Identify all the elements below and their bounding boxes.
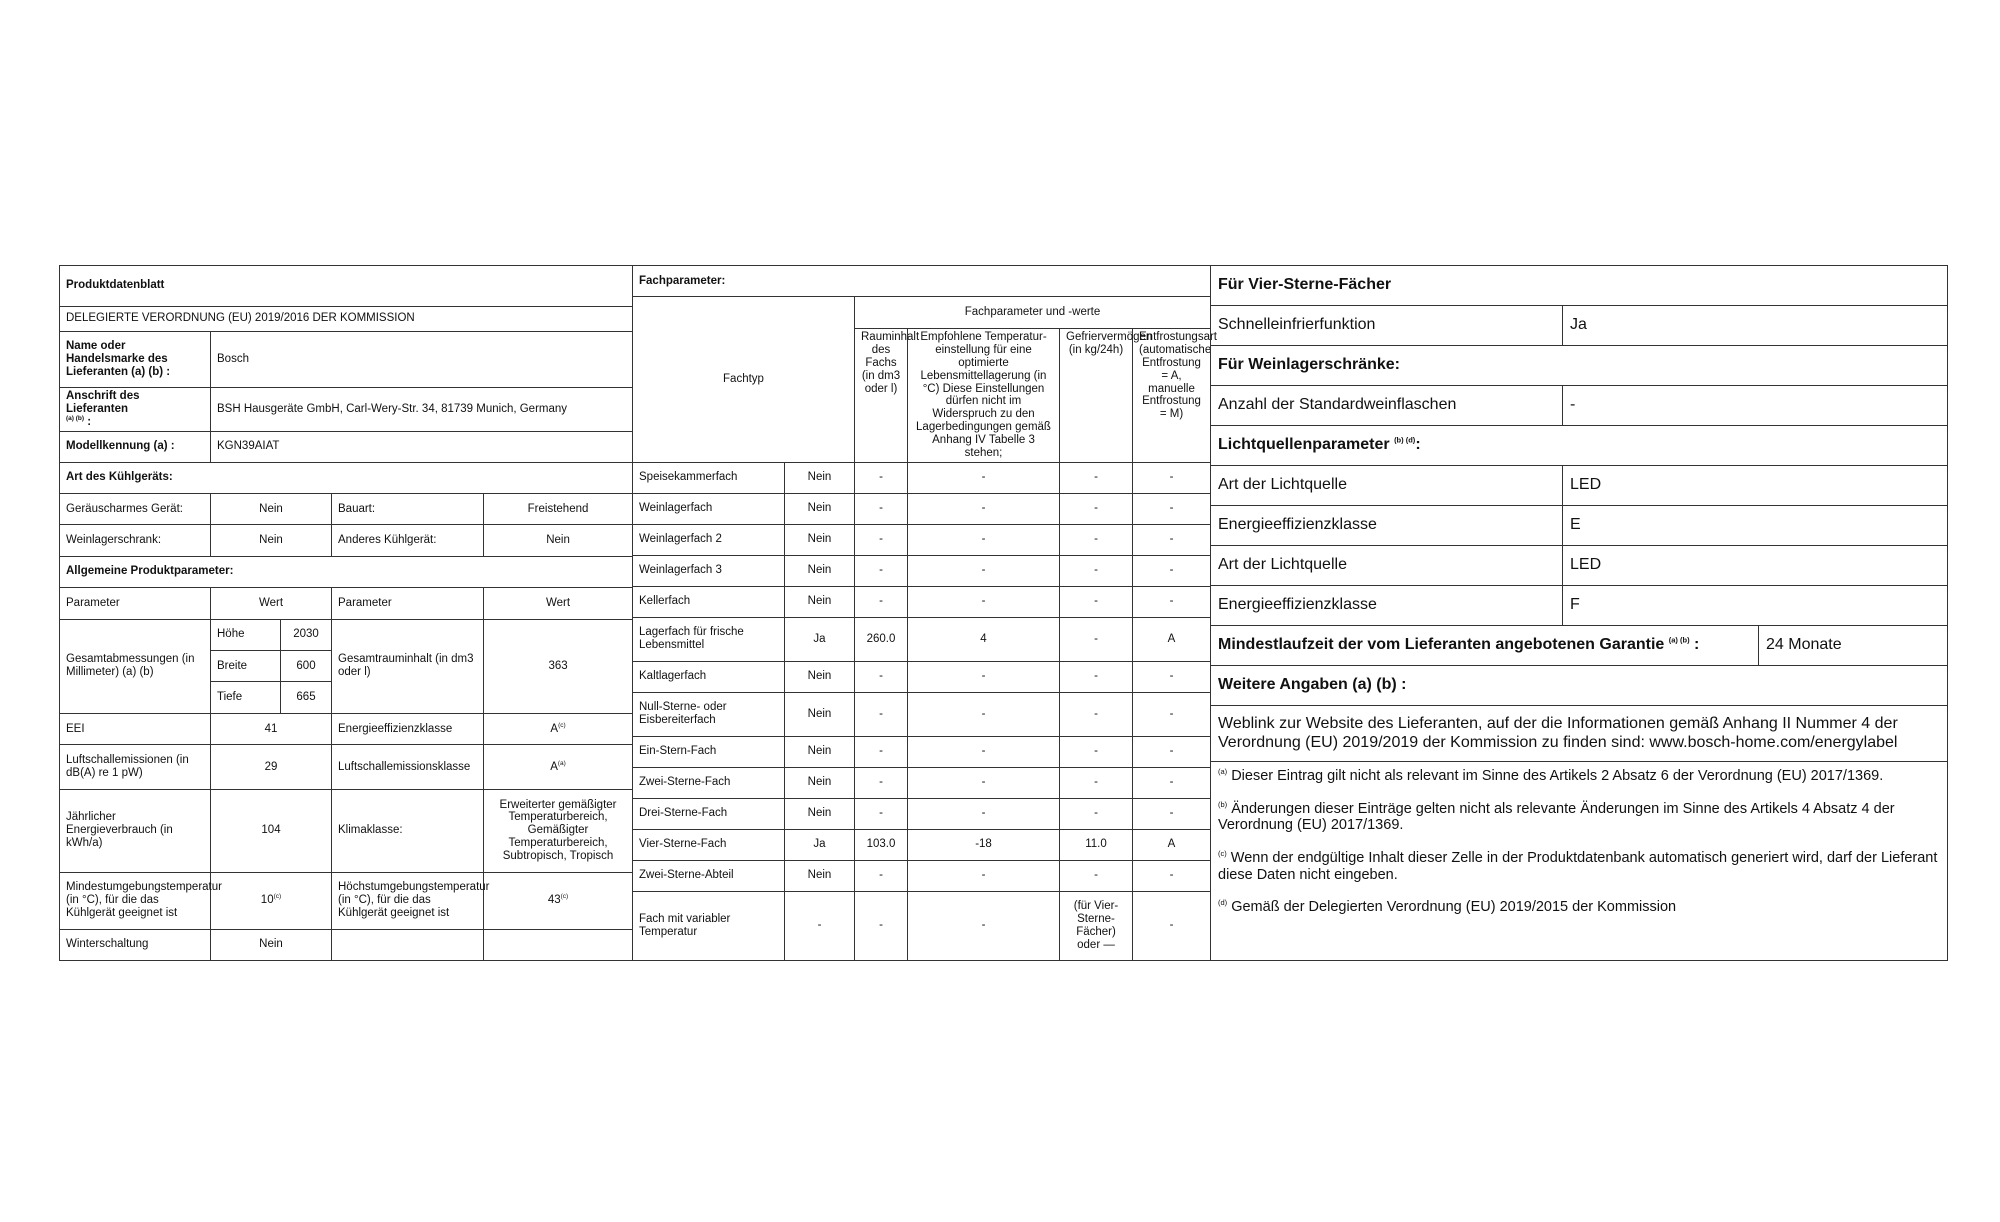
other-appliance-label: Anderes Kühlgerät:	[332, 525, 484, 556]
min-temp-value: 10$^{(c)}$	[211, 872, 332, 929]
design-value: Freistehend	[484, 493, 633, 524]
compartment-volume: -	[855, 555, 908, 586]
compartment-defrost: -	[1133, 462, 1211, 493]
compartment-volume: -	[855, 891, 908, 960]
supplier-address-value: BSH Hausgeräte GmbH, Carl-Wery-Str. 34, 81739 Munich, Germany	[211, 387, 633, 432]
compartment-defrost: -	[1133, 555, 1211, 586]
compartment-temp: -	[908, 767, 1060, 798]
footnote-mark: (b)	[1218, 799, 1228, 809]
compartment-type: Lagerfach für frische Lebensmittel	[633, 617, 785, 661]
compartment-present: Nein	[785, 462, 855, 493]
depth-label: Tiefe	[211, 682, 281, 713]
col-recommended-temp: Empfohlene Temperatur-einstellung für eine optimierte Lebensmittellagerung (in °C) Diese Einstellungen dürfen nicht im Widerspruch zu den Lagerbedingungen gemäß Anhang IV Tabelle 3 stehen;	[908, 329, 1060, 463]
wine-bottles-value: -	[1563, 386, 1948, 426]
compartment-present: Nein	[785, 493, 855, 524]
compartment-defrost: -	[1133, 798, 1211, 829]
light-class-1-label: Energieeffizienzklasse	[1211, 506, 1563, 546]
compartment-volume: -	[855, 493, 908, 524]
compartment-volume: 103.0	[855, 829, 908, 860]
compartment-rows	[633, 462, 1211, 960]
compartment-volume: -	[855, 692, 908, 736]
compartment-type: Drei-Sterne-Fach	[633, 798, 785, 829]
compartment-present: Nein	[785, 798, 855, 829]
col-freezing-capacity: Gefriervermögen (in kg/24h)	[1060, 329, 1133, 463]
height-value: 2030	[281, 619, 332, 650]
compartment-temp: -	[908, 462, 1060, 493]
product-data-sheet-panel	[59, 265, 632, 961]
compartment-freeze: -	[1060, 860, 1133, 891]
compartment-present: Nein	[785, 661, 855, 692]
compartment-type: Weinlagerfach 2	[633, 524, 785, 555]
additional-info-panel	[1210, 265, 1947, 961]
compartment-type: Weinlagerfach	[633, 493, 785, 524]
light-type-1-value: LED	[1563, 466, 1948, 506]
warranty-label: Mindestlaufzeit der vom Lieferanten angebotenen Garantie $^{(a) (b)}$ :	[1211, 626, 1759, 666]
compartment-freeze: 11.0	[1060, 829, 1133, 860]
winter-value: Nein	[211, 929, 332, 960]
noise-class-value: $A^{(a)}$	[484, 745, 633, 790]
wine-cabinet-value: Nein	[211, 525, 332, 556]
compartment-row	[633, 555, 1211, 586]
compartment-row	[633, 891, 1211, 960]
climate-value: Erweiterter gemäßigter Temperaturbereich, Gemäßigter Temperaturbereich, Subtropisch, Tropisch	[484, 789, 633, 872]
footnote-item	[1218, 768, 1940, 785]
four-star-heading: Für Vier-Sterne-Fächer	[1211, 266, 1948, 306]
appliance-type-heading: Art des Kühlgeräts:	[60, 462, 633, 493]
compartment-freeze: -	[1060, 798, 1133, 829]
low-noise-value: Nein	[211, 493, 332, 524]
compartment-volume: -	[855, 462, 908, 493]
compartment-present: Nein	[785, 736, 855, 767]
additional-info-table	[1210, 265, 1948, 961]
compartment-present: Nein	[785, 860, 855, 891]
compartment-row	[633, 524, 1211, 555]
max-temp-value: 43$^{(c)}$	[484, 872, 633, 929]
warranty-value: 24 Monate	[1759, 626, 1948, 666]
compartment-temp: -	[908, 692, 1060, 736]
compartment-freeze: -	[1060, 493, 1133, 524]
compartment-temp: -	[908, 524, 1060, 555]
compartment-volume: -	[855, 736, 908, 767]
empty-cell	[332, 929, 484, 960]
compartment-volume: 260.0	[855, 617, 908, 661]
compartment-temp: -	[908, 891, 1060, 960]
eei-label: EEI	[60, 713, 211, 744]
weblink-text: Weblink zur Website des Lieferanten, auf der die Informationen gemäß Anhang II Nummer 4 der Verordnung (EU) 2019/2019 der Kommission zu finden sind: www.bosch-home.com/energylabel	[1211, 706, 1948, 762]
compartment-defrost: -	[1133, 524, 1211, 555]
compartment-temp: -	[908, 586, 1060, 617]
compartment-type: Speisekammerfach	[633, 462, 785, 493]
footnote-list	[1218, 768, 1940, 916]
max-temp-label: Höchstumgebungstemperatur (in °C), für die das Kühlgerät geeignet ist	[332, 872, 484, 929]
compartment-row	[633, 860, 1211, 891]
min-temp-label: Mindestumgebungstemperatur (in °C), für die das Kühlgerät geeignet ist	[60, 872, 211, 929]
compartment-freeze: -	[1060, 661, 1133, 692]
footnote-mark: (c)	[1218, 849, 1227, 859]
compartment-temp: -	[908, 661, 1060, 692]
winter-label: Winterschaltung	[60, 929, 211, 960]
compartment-type: Fach mit variabler Temperatur	[633, 891, 785, 960]
compartment-type: Ein-Stern-Fach	[633, 736, 785, 767]
height-label: Höhe	[211, 619, 281, 650]
compartment-temp: -	[908, 860, 1060, 891]
compartment-present: -	[785, 891, 855, 960]
regulation-text: DELEGIERTE VERORDNUNG (EU) 2019/2016 DER KOMMISSION	[60, 306, 633, 331]
compartment-defrost: -	[1133, 767, 1211, 798]
compartment-row	[633, 829, 1211, 860]
compartment-type: Zwei-Sterne-Abteil	[633, 860, 785, 891]
general-parameters-table	[59, 265, 633, 961]
compartment-group-heading: Fachparameter und -werte	[855, 297, 1211, 329]
general-heading: Allgemeine Produktparameter:	[60, 556, 633, 587]
col-parameter-1: Parameter	[60, 588, 211, 619]
col-compartment-type: Fachtyp	[633, 297, 855, 463]
sheet-title: Produktdatenblatt	[60, 266, 633, 307]
noise-class-label: Luftschallemissionsklasse	[332, 745, 484, 790]
other-appliance-value: Nein	[484, 525, 633, 556]
noise-label: Luftschallemissionen (in dB(A) re 1 pW)	[60, 745, 211, 790]
wine-cabinet-label: Weinlagerschrank:	[60, 525, 211, 556]
footnote-item	[1218, 801, 1940, 834]
compartment-defrost: -	[1133, 860, 1211, 891]
compartment-defrost: -	[1133, 736, 1211, 767]
compartment-type: Kellerfach	[633, 586, 785, 617]
eei-value: 41	[211, 713, 332, 744]
compartment-type: Vier-Sterne-Fach	[633, 829, 785, 860]
width-value: 600	[281, 650, 332, 681]
compartment-row	[633, 462, 1211, 493]
width-label: Breite	[211, 650, 281, 681]
compartment-defrost: -	[1133, 493, 1211, 524]
model-value: KGN39AIAT	[211, 432, 633, 462]
compartment-row	[633, 736, 1211, 767]
col-value-2: Wert	[484, 588, 633, 619]
compartment-defrost: -	[1133, 586, 1211, 617]
footnote-item	[1218, 850, 1940, 883]
compartment-temp: -	[908, 555, 1060, 586]
compartment-freeze: -	[1060, 736, 1133, 767]
compartment-present: Ja	[785, 617, 855, 661]
energy-class-value: $A^{(c)}$	[484, 713, 633, 744]
compartment-freeze: -	[1060, 524, 1133, 555]
compartment-defrost: -	[1133, 692, 1211, 736]
footnote-text: Dieser Eintrag gilt nicht als relevant im Sinne des Artikels 2 Absatz 6 der Verordnung (EU) 2017/1369.	[1231, 768, 1884, 784]
footnote-mark: (d)	[1218, 898, 1228, 908]
compartment-defrost: -	[1133, 891, 1211, 960]
compartment-row	[633, 661, 1211, 692]
depth-value: 665	[281, 682, 332, 713]
compartment-present: Nein	[785, 767, 855, 798]
design-label: Bauart:	[332, 493, 484, 524]
supplier-name-label: Name oder Handelsmarke des Lieferanten (a) (b) :	[60, 331, 211, 387]
volume-value: 363	[484, 619, 633, 713]
light-class-2-value: F	[1563, 586, 1948, 626]
compartment-volume: -	[855, 661, 908, 692]
wine-bottles-label: Anzahl der Standardweinflaschen	[1211, 386, 1563, 426]
compartment-type: Kaltlagerfach	[633, 661, 785, 692]
col-volume: Rauminhalt des Fachs (in dm3 oder l)	[855, 329, 908, 463]
low-noise-label: Geräuscharmes Gerät:	[60, 493, 211, 524]
compartment-freeze: -	[1060, 617, 1133, 661]
compartment-temp: -	[908, 798, 1060, 829]
compartment-volume: -	[855, 524, 908, 555]
compartment-row	[633, 617, 1211, 661]
compartment-freeze: -	[1060, 767, 1133, 798]
compartment-present: Ja	[785, 829, 855, 860]
light-class-1-value: E	[1563, 506, 1948, 546]
compartment-freeze: (für Vier-Sterne-Fächer) oder —	[1060, 891, 1133, 960]
light-type-2-value: LED	[1563, 546, 1948, 586]
compartment-row	[633, 798, 1211, 829]
compartment-freeze: -	[1060, 586, 1133, 617]
footnote-text: Gemäß der Delegierten Verordnung (EU) 2019/2015 der Kommission	[1231, 899, 1677, 916]
footnote-mark: (a)	[1218, 767, 1228, 777]
compartment-parameters-panel	[632, 265, 1217, 961]
compartment-present: Nein	[785, 692, 855, 736]
compartment-row	[633, 493, 1211, 524]
col-defrost-type: Entfrostungsart (automatische Entfrostung = A, manuelle Entfrostung = M)	[1133, 329, 1211, 463]
fast-freeze-label: Schnelleinfrierfunktion	[1211, 306, 1563, 346]
compartment-type: Zwei-Sterne-Fach	[633, 767, 785, 798]
col-value-1: Wert	[211, 588, 332, 619]
supplier-address-label: Anschrift des Lieferanten $^{(a) (b)}$ :	[60, 387, 211, 432]
consumption-label: Jährlicher Energieverbrauch (in kWh/a)	[60, 789, 211, 872]
footnote-text: Wenn der endgültige Inhalt dieser Zelle in der Produktdatenbank automatisch generiert wird, darf der Lieferant diese Daten nicht eingeben.	[1218, 850, 1938, 883]
consumption-value: 104	[211, 789, 332, 872]
compartment-temp: -	[908, 493, 1060, 524]
compartment-row	[633, 767, 1211, 798]
volume-label: Gesamtrauminhalt (in dm3 oder l)	[332, 619, 484, 713]
compartment-parameters-table	[632, 265, 1217, 961]
light-source-heading: Lichtquellenparameter $^{(b) (d)}$:	[1211, 426, 1948, 466]
compartment-freeze: -	[1060, 692, 1133, 736]
compartment-freeze: -	[1060, 462, 1133, 493]
supplier-name-value: Bosch	[211, 331, 633, 387]
empty-cell	[484, 929, 633, 960]
wine-heading: Für Weinlagerschränke:	[1211, 346, 1948, 386]
compartment-volume: -	[855, 586, 908, 617]
compartment-freeze: -	[1060, 555, 1133, 586]
energy-class-label: Energieeffizienzklasse	[332, 713, 484, 744]
footnotes	[1211, 762, 1948, 961]
compartment-defrost: -	[1133, 661, 1211, 692]
compartment-present: Nein	[785, 524, 855, 555]
compartment-heading: Fachparameter:	[633, 266, 1211, 297]
fast-freeze-value: Ja	[1563, 306, 1948, 346]
compartment-type: Weinlagerfach 3	[633, 555, 785, 586]
compartment-temp: -18	[908, 829, 1060, 860]
more-info-heading: Weitere Angaben (a) (b) :	[1211, 666, 1948, 706]
compartment-volume: -	[855, 798, 908, 829]
compartment-row	[633, 692, 1211, 736]
footnote-text: Änderungen dieser Einträge gelten nicht als relevante Änderungen im Sinne des Artikels 4 Absatz 4 der Verordnung (EU) 2017/1369.	[1218, 800, 1895, 834]
compartment-defrost: A	[1133, 829, 1211, 860]
compartment-defrost: A	[1133, 617, 1211, 661]
light-class-2-label: Energieeffizienzklasse	[1211, 586, 1563, 626]
compartment-present: Nein	[785, 555, 855, 586]
compartment-present: Nein	[785, 586, 855, 617]
compartment-volume: -	[855, 860, 908, 891]
noise-value: 29	[211, 745, 332, 790]
compartment-type: Null-Sterne- oder Eisbereiterfach	[633, 692, 785, 736]
compartment-temp: -	[908, 736, 1060, 767]
model-label: Modellkennung (a) :	[60, 432, 211, 462]
compartment-volume: -	[855, 767, 908, 798]
col-parameter-2: Parameter	[332, 588, 484, 619]
footnote-item	[1218, 899, 1940, 916]
dimensions-label: Gesamtabmessungen (in Millimeter) (a) (b)	[60, 619, 211, 713]
compartment-temp: 4	[908, 617, 1060, 661]
compartment-row	[633, 586, 1211, 617]
climate-label: Klimaklasse:	[332, 789, 484, 872]
light-type-1-label: Art der Lichtquelle	[1211, 466, 1563, 506]
light-type-2-label: Art der Lichtquelle	[1211, 546, 1563, 586]
